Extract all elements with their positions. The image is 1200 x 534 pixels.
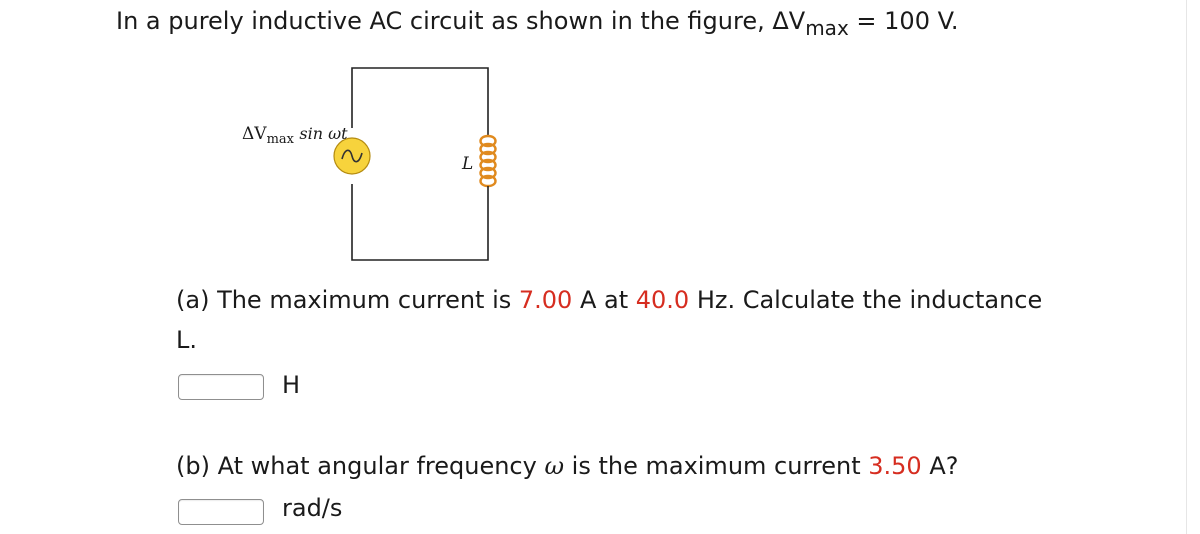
- inductor-coil-icon: [481, 128, 496, 198]
- part-b-current-value: 3.50: [868, 452, 922, 480]
- source-label: [242, 124, 348, 146]
- source-label-subscript: max: [266, 132, 294, 147]
- part-b-answer-input[interactable]: [178, 499, 264, 525]
- part-b-omega: ω: [544, 452, 565, 480]
- part-b-unit: rad/s: [282, 494, 343, 522]
- problem-intro: [116, 6, 959, 40]
- part-a-text-2: A at: [572, 286, 636, 314]
- part-a-frequency-value: 40.0: [635, 286, 690, 314]
- problem-intro-text: In a purely inductive AC circuit as shown in the figure, ΔV: [116, 7, 806, 35]
- right-panel-border: [1186, 0, 1187, 534]
- part-a-current-value: 7.00: [518, 286, 573, 314]
- part-a-text-3: Hz. Calculate the inductance: [689, 286, 1043, 314]
- part-a-unit: H: [282, 371, 301, 399]
- part-b-text-2: is the maximum current: [564, 452, 869, 480]
- part-b-question: [176, 451, 958, 481]
- inductor-label: L: [462, 154, 474, 174]
- part-b-text-3: A?: [921, 452, 959, 480]
- problem-intro-subscript: max: [805, 16, 849, 40]
- part-b-text-1: (b) At what angular frequency: [176, 452, 545, 480]
- source-label-main: ΔV: [242, 124, 267, 144]
- part-a-text-1: (a) The maximum current is: [176, 286, 519, 314]
- part-a-answer-input[interactable]: [178, 374, 264, 400]
- part-a-question: [176, 285, 1042, 315]
- problem-intro-value: = 100 V.: [848, 7, 959, 35]
- source-label-tail: sin ωt: [299, 124, 348, 143]
- part-a-question-end: L.: [176, 326, 197, 354]
